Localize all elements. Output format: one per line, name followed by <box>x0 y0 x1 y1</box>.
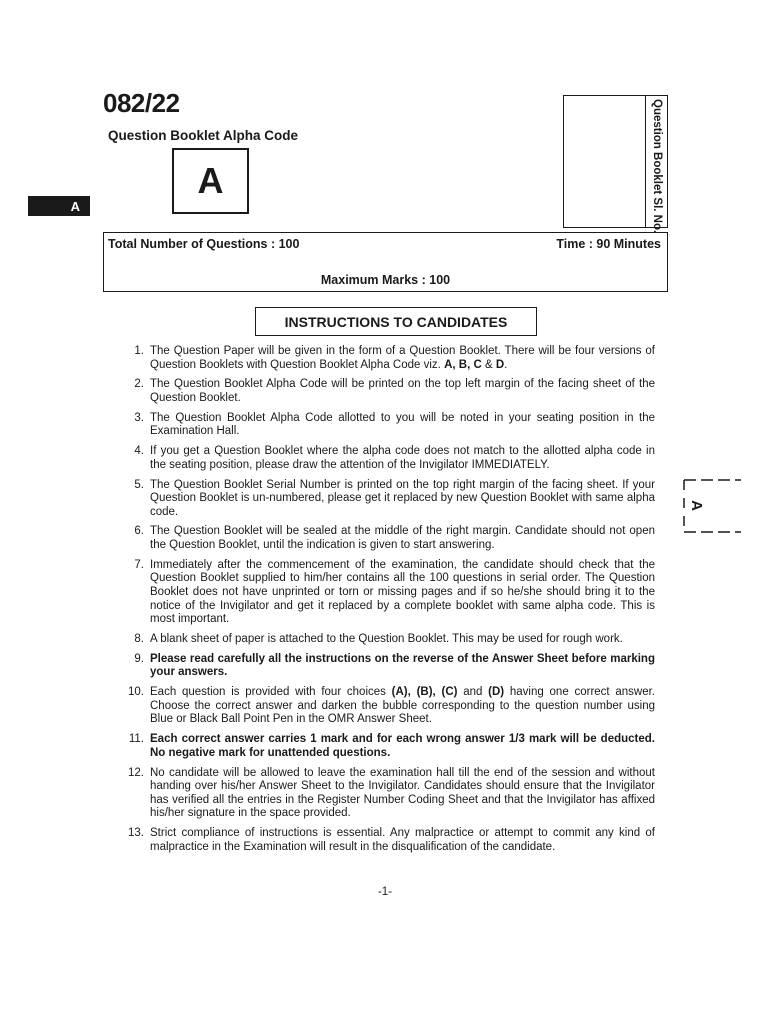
instruction-number: 7. <box>134 558 144 571</box>
instruction-text: The Question Booklet Alpha Code allotted to you will be noted in your seating position in the Examination Hall. <box>150 411 655 438</box>
instruction-number: 2. <box>134 378 144 391</box>
instruction-item <box>110 412 655 439</box>
instruction-number: 10. <box>128 686 144 699</box>
instruction-item <box>110 345 655 372</box>
instruction-number: 9. <box>134 652 144 665</box>
booklet-code-number: 082/22 <box>103 88 180 118</box>
instruction-text: If you get a Question Booklet where the alpha code does not match to the allotted alpha code in the seating position, please draw the attention of the Invigilator IMMEDIATELY. <box>150 445 655 471</box>
instruction-text-part: The Question Paper will be given in the form of a Question Booklet. There will be four versions of Question Booklets with Question Booklet Alpha Code viz. <box>150 345 655 371</box>
instruction-text-bold: Please read carefully all the instructions on the reverse of the Answer Sheet before marking your answers. <box>150 652 655 679</box>
instruction-number: 12. <box>128 766 144 779</box>
instruction-text-bold: Each correct answer carries 1 mark and for each wrong answer 1/3 mark will be deducted. No negative mark for unattended questions. <box>150 733 655 759</box>
instruction-number: 11. <box>128 733 144 746</box>
instruction-text: The Question Booklet will be sealed at the middle of the right margin. Candidate should not open the Question Booklet, until the indication is given to start answering. <box>150 525 655 552</box>
instruction-text-part: and <box>457 686 489 699</box>
instruction-text-part: Each question is provided with four choices <box>150 686 392 699</box>
instruction-item <box>110 733 655 760</box>
instruction-text: Immediately after the commencement of the examination, the candidate should check that the Question Booklet supplied to him/her contains all the 100 questions in serial order. The Question Booklet does not have unprinted or torn or missing pages and if so he/she should bring it to the notice of the Invigilator and get it replaced by a complete booklet with same alpha code. This is most important. <box>150 558 655 626</box>
instruction-number: 8. <box>134 633 144 645</box>
serial-number-box <box>563 95 668 234</box>
seal-cut-mark <box>683 478 741 534</box>
instruction-text: The Question Booklet Serial Number is printed on the top right margin of the facing sheet. If your Question Booklet is un-numbered, please get it replaced by new Question Booklet with same alpha code. <box>150 478 655 518</box>
instruction-text: Strict compliance of instructions is essential. Any malpractice or attempt to commit any kind of malpractice in the Examination will result in the disqualification of the candidate. <box>150 827 655 853</box>
page-number: -1- <box>377 886 393 898</box>
instruction-text: No candidate will be allowed to leave the examination hall till the end of the session and without handing over his/her Answer Sheet to the Invigilator. Candidates should ensure that the Invigilator has verified all the entries in the Register Number Coding Sheet and that the Invigilator has affixed his/her signature in the space provided. <box>150 766 655 820</box>
instruction-text-part: . <box>504 358 508 371</box>
instruction-text <box>150 686 655 727</box>
maximum-marks: Maximum Marks : 100 <box>320 273 451 287</box>
exam-time: Time : 90 Minutes <box>556 237 661 251</box>
instruction-bold-part: D <box>495 358 505 371</box>
instruction-text: A blank sheet of paper is attached to the Question Booklet. This may be used for rough work. <box>150 633 623 645</box>
left-tab-letter: A <box>70 198 80 214</box>
alpha-code-box <box>172 148 249 214</box>
instruction-item <box>110 525 655 552</box>
instruction-number: 1. <box>134 345 144 357</box>
instruction-item <box>110 827 655 854</box>
exam-info-box <box>103 232 668 292</box>
instruction-number: 5. <box>134 478 144 491</box>
instruction-item <box>110 686 655 727</box>
instruction-number: 4. <box>134 445 144 458</box>
instruction-number: 6. <box>134 525 144 538</box>
instructions-heading: INSTRUCTIONS TO CANDIDATES <box>255 307 537 336</box>
instruction-bold-part: A, B, C <box>444 358 482 371</box>
instructions-list <box>110 345 655 860</box>
instruction-number: 3. <box>134 411 144 424</box>
serial-label-strip <box>645 96 667 234</box>
instruction-item <box>110 479 655 520</box>
instruction-item <box>110 559 655 627</box>
instruction-item <box>110 378 655 405</box>
total-questions: Total Number of Questions : 100 <box>108 237 300 251</box>
instruction-item <box>110 767 655 821</box>
alpha-code-letter: A <box>197 160 224 201</box>
serial-number-label: Question Booklet Sl. No. <box>651 99 663 234</box>
instruction-text <box>150 345 655 372</box>
instruction-text-part: & <box>481 358 496 371</box>
instruction-text: The Question Booklet Alpha Code will be printed on the top left margin of the facing sheet of the Question Booklet. <box>150 378 655 404</box>
left-margin-alpha-tab <box>28 196 90 216</box>
instruction-item <box>110 633 655 647</box>
instruction-item <box>110 653 655 680</box>
alpha-code-label: Question Booklet Alpha Code <box>108 128 299 143</box>
instruction-text-part: having one correct answer. Choose the correct answer and darken the bubble corresponding to the question number using Blue or Black Ball Point Pen in the OMR Answer Sheet. <box>150 686 655 726</box>
instruction-item <box>110 445 655 472</box>
instruction-number: 13. <box>128 827 144 840</box>
seal-mark-letter: A <box>687 500 705 511</box>
instruction-bold-part: (D) <box>488 686 505 699</box>
instruction-bold-part: (A), (B), (C) <box>391 686 458 699</box>
